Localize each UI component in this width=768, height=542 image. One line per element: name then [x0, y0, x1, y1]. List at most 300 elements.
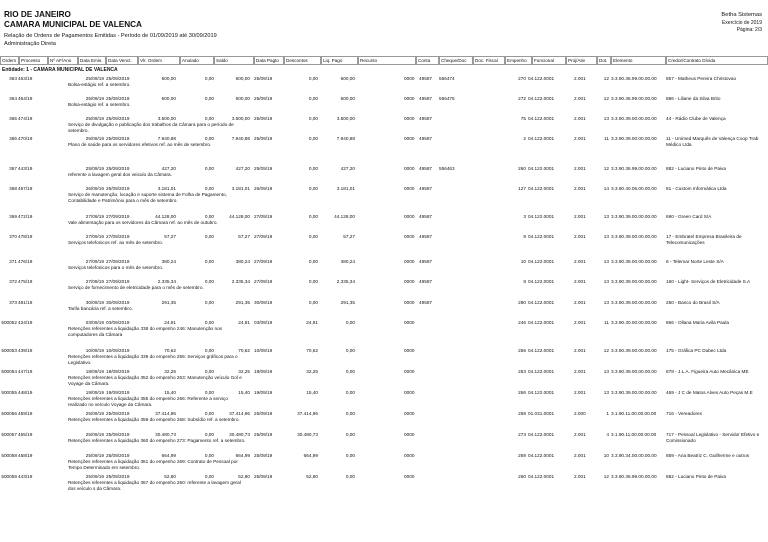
commitment: 260	[518, 474, 526, 479]
net-paid: 2.335,34	[336, 279, 355, 284]
project-activity: 2.001	[574, 279, 586, 284]
payment-date: 10/09/19	[254, 348, 273, 353]
balance: 70,62	[238, 348, 250, 353]
balance: 2.335,34	[231, 279, 250, 284]
process-number: 467/19	[18, 186, 33, 191]
order-value: 291,35	[161, 300, 176, 305]
creditor: 716 - Vereadores	[666, 411, 702, 416]
balance: 15,40	[238, 390, 250, 395]
issue-date: 25/09/19	[85, 136, 104, 141]
order-value: 3.500,00	[157, 116, 176, 121]
column-header: Processo	[19, 56, 48, 65]
issue-date: 27/09/19	[85, 234, 104, 239]
allocation: 13	[603, 259, 609, 264]
order-number: 500053	[1, 348, 17, 353]
process-number: 443/19	[18, 474, 33, 479]
net-paid: 0,00	[345, 411, 355, 416]
issue-date: 18/09/19	[85, 369, 104, 374]
commitment: 266	[518, 390, 526, 395]
net-paid: 427,20	[340, 166, 355, 171]
order-history: Retenções referentes a liquidação 355 do empenho 266: Referente a serviço realizado no veículo Voyage da Câmara.	[68, 396, 228, 407]
resource: 0000	[404, 214, 415, 219]
entity-label: Entidade: 1 - CAMARA MUNICIPAL DE VALENCA	[2, 67, 118, 73]
functional: 04.122.0001	[528, 116, 555, 121]
allocation: 12	[603, 348, 609, 353]
order-number: 373	[9, 300, 17, 305]
discounts: 0,00	[308, 76, 318, 81]
net-paid: 600,00	[340, 76, 355, 81]
order-value: 44.128,00	[155, 214, 176, 219]
payment-date: 30/09/19	[254, 300, 273, 305]
creditor: 81 - Custom Informática Ltda	[666, 186, 727, 191]
cancelled-value: 0,00	[204, 300, 214, 305]
order-history: Bolsa-estágio ref. a setembro.	[68, 82, 131, 87]
order-number: 371	[9, 259, 17, 264]
net-paid: 0,00	[345, 348, 355, 353]
account: 49587	[419, 234, 433, 239]
cancelled-value: 0,00	[204, 259, 214, 264]
balance: 380,24	[235, 259, 250, 264]
project-activity: 2.001	[574, 320, 586, 325]
due-date: 25/09/2019	[106, 432, 130, 437]
issue-date: 25/09/19	[85, 96, 104, 101]
order-history: Retenções referentes a liquidação 338 do empenho 246: Manutenção nos computadores da Câmara	[68, 326, 223, 337]
column-header: Proj/Ativ	[566, 56, 597, 65]
process-number: 464/19	[18, 96, 33, 101]
due-date: 25/09/2019	[106, 96, 130, 101]
order-history: referente a lavagem geral dos veiculo da Câmara.	[68, 172, 172, 177]
order-value: 37.414,96	[155, 411, 176, 416]
order-number: 363	[9, 76, 17, 81]
project-activity: 2.001	[574, 369, 586, 374]
creditor: 6 - Telemar Norte Leste S/A	[666, 259, 724, 264]
allocation: 1	[606, 411, 609, 416]
payment-date: 18/09/19	[254, 369, 273, 374]
issue-date: 10/09/19	[85, 348, 104, 353]
report-header	[4, 10, 217, 48]
project-activity: 2.001	[574, 348, 586, 353]
functional: 04.122.0001	[528, 320, 555, 325]
commitment: 280	[518, 300, 526, 305]
due-date: 27/09/2019	[106, 279, 130, 284]
issue-date: 25/09/19	[85, 474, 104, 479]
cancelled-value: 0,00	[204, 234, 214, 239]
balance: 664,99	[235, 453, 250, 458]
resource: 0000	[404, 136, 415, 141]
resource: 0000	[404, 453, 415, 458]
discounts: 37.414,96	[297, 411, 318, 416]
element: 3.3.90.36.99.00.00.00	[611, 474, 657, 479]
report-meta	[721, 12, 762, 35]
cancelled-value: 0,00	[204, 320, 214, 325]
functional: 04.122.0001	[528, 300, 555, 305]
order-history: Retenções referentes a liquidação 352 do empenho 263: Manutenção veículo Gol e Voyage da Câmara.	[68, 375, 242, 386]
issue-date: 30/09/19	[85, 300, 104, 305]
issue-date: 25/09/19	[85, 166, 104, 171]
order-value: 15,40	[164, 390, 176, 395]
table-row	[0, 116, 768, 136]
element: 3.3.90.36.99.00.00.00	[611, 76, 657, 81]
process-number: 424/19	[18, 320, 33, 325]
functional: 04.122.0001	[528, 474, 555, 479]
commitment: 272	[518, 96, 526, 101]
table-row	[0, 432, 768, 453]
resource: 0000	[404, 411, 415, 416]
order-value: 427,20	[161, 166, 176, 171]
resource: 0000	[404, 116, 415, 121]
account: 49587	[419, 214, 433, 219]
issue-date: 25/09/19	[85, 411, 104, 416]
element: 3.3.90.39.00.00.00.00	[611, 390, 657, 395]
due-date: 27/09/2019	[106, 259, 130, 264]
payment-date: 19/09/19	[254, 390, 273, 395]
column-header: Elemento	[611, 56, 666, 65]
order-value: 52,80	[164, 474, 176, 479]
element: 3.3.90.39.00.00.00.00	[611, 348, 657, 353]
commitment: 256	[518, 348, 526, 353]
allocation: 4	[606, 432, 609, 437]
column-header: Data Emis.	[78, 56, 106, 65]
order-number: 367	[9, 166, 17, 171]
due-date: 27/09/2019	[106, 234, 130, 239]
issue-date: 25/09/19	[85, 76, 104, 81]
process-number: 476/19	[18, 259, 33, 264]
functional: 04.122.0001	[528, 453, 555, 458]
table-row	[0, 300, 768, 320]
resource: 0000	[404, 234, 415, 239]
check-document: 556474	[439, 76, 455, 81]
order-history: Serviços telefonicos para o mês de setembro.	[68, 265, 164, 270]
element: 3.3.90.39.00.00.00.00	[611, 234, 657, 239]
issue-date: 25/09/19	[85, 453, 104, 458]
commitment: 260	[518, 166, 526, 171]
process-number: 447/19	[18, 369, 33, 374]
cancelled-value: 0,00	[204, 186, 214, 191]
net-paid: 7.940,88	[336, 136, 355, 141]
order-history: Retenções referentes a liquidação 361 do empenho 269: Contrato de Pessoal por Tempo Determinado em setembro.	[68, 459, 238, 470]
functional: 04.122.0001	[528, 369, 555, 374]
commitment: 2	[523, 136, 526, 141]
cancelled-value: 0,00	[204, 166, 214, 171]
creditor: 11 - Unimed Marquês de Valença Coop Trab Médico Ltda	[666, 136, 759, 147]
due-date: 25/09/2019	[106, 116, 130, 121]
cancelled-value: 0,00	[204, 116, 214, 121]
table-row	[0, 96, 768, 116]
allocation: 14	[603, 186, 609, 191]
column-header-row	[0, 56, 768, 66]
resource: 0000	[404, 432, 415, 437]
creditor: 866 - Ollana Maria Avila Paula	[666, 320, 729, 325]
cancelled-value: 0,00	[204, 214, 214, 219]
table-row	[0, 186, 768, 214]
allocation: 12	[603, 96, 609, 101]
order-history: Serviços telefonicos ref. ao mês de setembro.	[68, 240, 164, 245]
balance: 44.128,00	[229, 214, 250, 219]
process-number: 470/19	[18, 136, 33, 141]
process-number: 448/19	[18, 390, 33, 395]
discounts: 0,00	[308, 136, 318, 141]
table-row	[0, 234, 768, 259]
discounts: 0,00	[308, 234, 318, 239]
commitment: 263	[518, 369, 526, 374]
element: 3.3.90.39.00.00.00.00	[611, 369, 657, 374]
creditor: 878 - J.L.A. Figueira Auto Mecânica ME	[666, 369, 749, 374]
payment-date: 27/09/19	[254, 234, 273, 239]
issue-date: 27/09/19	[85, 214, 104, 219]
order-number: 365	[9, 116, 17, 121]
column-header: Empenho	[505, 56, 532, 65]
column-header: Descontos	[284, 56, 321, 65]
element: 3.3.90.40.06.00.00.00	[611, 186, 657, 191]
account: 49587	[419, 166, 433, 171]
creditor: 886 - Liliane da Silva Brito	[666, 96, 721, 101]
column-header: Vlr. Ordem	[138, 56, 180, 65]
allocation: 12	[603, 76, 609, 81]
table-row	[0, 453, 768, 474]
element: 3.3.90.39.00.00.00.00	[611, 300, 657, 305]
account: 49587	[419, 76, 433, 81]
payment-date: 03/09/19	[254, 320, 273, 325]
order-history: Vale alimentação para os servidores da Câmara ref. ao mês de outubro.	[68, 220, 218, 225]
allocation: 13	[603, 234, 609, 239]
resource: 0000	[404, 279, 415, 284]
discounts: 0,00	[308, 279, 318, 284]
order-value: 3.181,01	[157, 186, 176, 191]
creditor: 44 - Rádio Clube de Valença	[666, 116, 726, 121]
table-row	[0, 390, 768, 411]
discounts: 70,62	[306, 348, 318, 353]
exercise-year: Exercício de 2019	[721, 19, 762, 26]
account: 49587	[419, 259, 433, 264]
order-number: 500055	[1, 390, 17, 395]
order-history: Plano de saúde para os servidores efetivos ref. ao mês de setembro.	[68, 142, 212, 147]
commitment: 9	[523, 234, 526, 239]
net-paid: 0,00	[345, 390, 355, 395]
payment-date: 25/09/19	[254, 474, 273, 479]
table-row	[0, 320, 768, 348]
cancelled-value: 0,00	[204, 474, 214, 479]
order-history: Retenções referentes a liquidação 360 do empenho 273: Pagamento ref. a setembro.	[68, 438, 246, 443]
due-date: 25/09/2019	[106, 411, 130, 416]
table-row	[0, 166, 768, 186]
due-date: 03/09/2019	[106, 320, 130, 325]
balance: 37.414,96	[229, 411, 250, 416]
column-header: Doc. Fiscal	[473, 56, 505, 65]
process-number: 478/19	[18, 234, 33, 239]
discounts: 30.480,73	[297, 432, 318, 437]
allocation: 13	[603, 300, 609, 305]
due-date: 19/09/2019	[106, 390, 130, 395]
net-paid: 0,00	[345, 369, 355, 374]
creditor: 175 - Gráfica PC Dubec Ltda	[666, 348, 727, 353]
discounts: 0,00	[308, 166, 318, 171]
functional: 04.122.0001	[528, 76, 555, 81]
account: 49587	[419, 300, 433, 305]
discounts: 15,40	[306, 390, 318, 395]
balance: 30.480,73	[229, 432, 250, 437]
cancelled-value: 0,00	[204, 453, 214, 458]
order-value: 30.480,73	[155, 432, 176, 437]
discounts: 0,00	[308, 259, 318, 264]
cancelled-value: 0,00	[204, 96, 214, 101]
discounts: 664,99	[303, 453, 318, 458]
commitment: 269	[518, 453, 526, 458]
discounts: 0,00	[308, 300, 318, 305]
column-header: Dot.	[597, 56, 611, 65]
commitment: 10	[520, 259, 526, 264]
resource: 0000	[404, 259, 415, 264]
cancelled-value: 0,00	[204, 348, 214, 353]
project-activity: 2.001	[574, 234, 586, 239]
commitment: 268	[518, 411, 526, 416]
functional: 04.122.0001	[528, 390, 555, 395]
order-value: 70,62	[164, 348, 176, 353]
issue-date: 19/09/19	[85, 390, 104, 395]
commitment: 246	[518, 320, 526, 325]
project-activity: 2.000	[574, 411, 586, 416]
resource: 0000	[404, 390, 415, 395]
discounts: 52,80	[306, 474, 318, 479]
net-paid: 3.500,00	[336, 116, 355, 121]
order-number: 500054	[1, 369, 17, 374]
column-header: Data Pagto	[254, 56, 284, 65]
order-value: 600,00	[161, 76, 176, 81]
functional: 04.122.0001	[528, 348, 555, 353]
column-header: Recurso	[358, 56, 416, 65]
allocation: 13	[603, 390, 609, 395]
allocation: 11	[604, 320, 609, 325]
process-number: 458/19	[18, 453, 33, 458]
table-row	[0, 76, 768, 96]
column-header: Anulado	[180, 56, 214, 65]
cancelled-value: 0,00	[204, 411, 214, 416]
net-paid: 57,27	[343, 234, 355, 239]
column-header: Funcional	[532, 56, 566, 65]
table-row	[0, 214, 768, 234]
discounts: 24,91	[306, 320, 318, 325]
creditor: 469 - J C de Matos Alves Auto Peças M.E	[666, 390, 753, 395]
project-activity: 2.001	[574, 136, 586, 141]
table-row	[0, 411, 768, 432]
payment-date: 27/09/19	[254, 214, 273, 219]
payment-date: 27/09/19	[254, 279, 273, 284]
commitment: 273	[518, 432, 526, 437]
order-history: Serviço de manutenção, locação e suporte sistema de Folha de Pagamento, Contabilidade e Patrimônio para o mês de setembro.	[68, 192, 227, 203]
payment-date: 27/09/19	[254, 259, 273, 264]
resource: 0000	[404, 474, 415, 479]
functional: 04.122.0001	[528, 136, 555, 141]
order-number: 372	[9, 279, 17, 284]
table-row	[0, 474, 768, 498]
payment-date: 26/09/19	[254, 186, 273, 191]
element: 3.3.90.36.99.00.00.00	[611, 96, 657, 101]
order-number: 500058	[1, 453, 17, 458]
net-paid: 0,00	[345, 432, 355, 437]
discounts: 0,00	[308, 214, 318, 219]
process-number: 459/19	[18, 411, 33, 416]
creditor: 857 - Matheus Pereira Christovao	[666, 76, 737, 81]
column-header: Conta	[416, 56, 439, 65]
payment-date: 25/09/19	[254, 166, 273, 171]
project-activity: 2.001	[574, 96, 586, 101]
administration-label: Administração Direta	[4, 41, 56, 47]
functional: 04.122.0001	[528, 259, 555, 264]
issue-date: 25/09/19	[85, 432, 104, 437]
account: 49587	[419, 136, 433, 141]
issue-date: 25/09/19	[85, 116, 104, 121]
order-number: 366	[9, 136, 17, 141]
net-paid: 0,00	[345, 474, 355, 479]
net-paid: 3.181,01	[336, 186, 355, 191]
project-activity: 2.001	[574, 76, 586, 81]
functional: 04.122.0001	[528, 166, 555, 171]
due-date: 25/09/2019	[106, 136, 130, 141]
functional: 04.122.0001	[528, 279, 555, 284]
balance: 600,00	[235, 76, 250, 81]
allocation: 13	[603, 116, 609, 121]
order-history: Retenções referentes a liquidação 367 do empenho 260: referente a lavagem geral dos veículo s da Câmara.	[68, 480, 241, 491]
payment-date: 25/09/19	[254, 76, 273, 81]
project-activity: 2.001	[574, 474, 586, 479]
commitment: 3	[523, 214, 526, 219]
order-history: Tarifa bancária ref. a setembro.	[68, 306, 133, 311]
table-row	[0, 348, 768, 369]
column-header: Ordem	[0, 56, 19, 65]
creditor: 859 - Ana Beatriz C. Guilherme e outros	[666, 453, 750, 458]
balance: 57,27	[238, 234, 250, 239]
order-history: Retenções referentes a liquidação 339 do empenho 256: Serviços gráficos para o Legislativo.	[68, 354, 238, 365]
cancelled-value: 0,00	[204, 390, 214, 395]
payment-date: 25/09/19	[254, 432, 273, 437]
element: 3.3.90.39.00.00.00.00	[611, 259, 657, 264]
allocation: 11	[604, 136, 609, 141]
account: 49587	[419, 279, 433, 284]
table-row	[0, 259, 768, 279]
account: 49587	[419, 116, 433, 121]
process-number: 474/19	[18, 116, 33, 121]
order-number: 500059	[1, 474, 17, 479]
payment-date: 25/09/19	[254, 116, 273, 121]
commitment: 8	[523, 279, 526, 284]
allocation: 12	[603, 166, 609, 171]
process-number: 472/19	[18, 214, 33, 219]
process-number: 443/19	[18, 166, 33, 171]
order-value: 600,00	[161, 96, 176, 101]
account: 49587	[419, 96, 433, 101]
order-number: 500057	[1, 432, 17, 437]
order-value: 664,99	[161, 453, 176, 458]
due-date: 27/09/2019	[106, 214, 130, 219]
order-number: 500052	[1, 320, 17, 325]
net-paid: 291,35	[340, 300, 355, 305]
allocation: 13	[603, 369, 609, 374]
functional: 04.122.0001	[528, 432, 555, 437]
creditor: 717 - Pessoal Legislativo - Servidor Efetivo e Comissionado	[666, 432, 760, 443]
commitment: 270	[518, 76, 526, 81]
due-date: 25/09/2019	[106, 166, 130, 171]
check-document: 556475	[439, 96, 455, 101]
commitment: 75	[520, 116, 526, 121]
balance: 427,20	[235, 166, 250, 171]
order-number: 370	[9, 234, 17, 239]
payment-date: 25/09/19	[254, 96, 273, 101]
project-activity: 2.001	[574, 116, 586, 121]
element: 3.3.90.39.00.00.00.00	[611, 116, 657, 121]
orders-table-body	[0, 76, 768, 498]
issue-date: 27/09/19	[85, 259, 104, 264]
order-history: Retenções referentes a liquidação 359 do empenho 268: Subsídio ref. a setembro.	[68, 417, 240, 422]
order-history: Serviço de divulgação e publicação dos trabalhos da Câmara para o período de setembro.	[68, 122, 234, 133]
